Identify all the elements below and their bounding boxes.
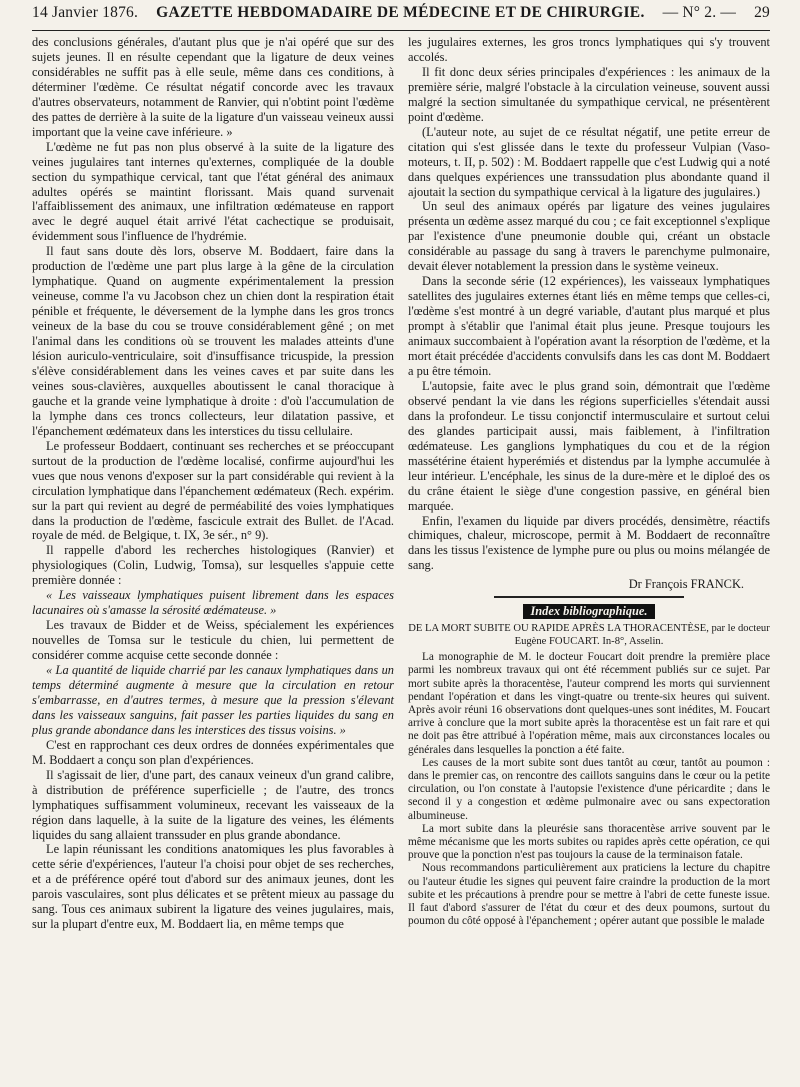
review-paragraph: Nous recommandons particulièrement aux praticiens la lecture du chapitre ou l'auteur étudie les signes qui peuvent faire craindre la production de la mort subite et les précautions à prendre pour se mettre à l'abri de cette funeste issue. Il faut d'abord s'assurer de l'état du cœur et des deux poumons, surtout du poumon du côté opposé à l'épanchement ; opérer autant que possible le malade [408, 862, 770, 928]
paragraph: Il s'agissait de lier, d'une part, des canaux veineux d'un grand calibre, à distribution de préférence superficielle ; de l'autre, des troncs lymphatiques suffisamment volumineux, recevant les vaisseaux de la région dans laquelle, à la suite de la ligature des veines, les éléments liquides du sang allaient transsuder en plus grande abondance. [32, 767, 394, 842]
quotation: « Les vaisseaux lymphatiques puisent librement dans les espaces lacunaires où s'amasse la sérosité œdémateuse. » [32, 588, 394, 618]
paragraph: Le lapin réunissant les conditions anatomiques les plus favorables à cette série d'expériences, l'auteur l'a choisi pour objet de ses recherches, et a de préférence opéré tout d'abord sur des animaux jeunes, dont les parois vasculaires, sont plus délicates et se prêtent mieux au passage du sang. Tous ces animaux subirent la ligature des veines jugulaires, mais, sur la plupart d'entre eux, M. Boddaert lia, en même temps que [32, 842, 394, 932]
paragraph: Il faut sans doute dès lors, observe M. Boddaert, faire dans la production de l'œdème une part plus large à la gêne de la circulation lymphatique. Quand on augmente expérimentalement la pression veineuse, comme l'a vu Jacobson chez un chien dont la respiration était pénible et fréquente, le déversement de la lymphe dans les gros troncs veineux de la base du cou se trouve considérablement gêné ; on met l'animal dans les conditions où se trouvent les malades atteints d'une lésion auriculo-ventriculaire, soit d'insuffisance tricuspide, la pression s'élève considérablement dans les veines caves et par suite dans les veines sous-clavières, auxquelles aboutissent le canal thoracique à gauche et la grande veine lymphatique à droite : d'où l'accumulation de la lymphe dans ces troncs collecteurs, leur dilatation passive, et l'épanchement œdémateux dans les interstices du tissu cellulaire. [32, 244, 394, 438]
paragraph: les jugulaires externes, les gros troncs lymphatiques qui s'y trouvent accolés. [408, 35, 770, 64]
quotation: « La quantité de liquide charrié par les canaux lymphatiques dans un temps déterminé augmente à mesure que la circulation en retour s'embarrasse, en d'autres termes, à mesure que la pression s'élevant dans les vaisseaux sanguins, fait passer les parties liquides du sang en plus grande abondance dans les interstices des tissus voisins. » [32, 663, 394, 737]
journal-title: GAZETTE HEBDOMADAIRE DE MÉDECINE ET DE CHIRURGIE. [156, 4, 645, 21]
paragraph: Le professeur Boddaert, continuant ses recherches et se préoccupant surtout de la production de l'œdème localisé, confirme aujourd'hui les vues que nous venons d'exposer sur la part considérable qui revient à la circulation lymphatique dans l'épanchement œdémateux (Rech. expérim. sur la part qui revient au degré de perméabilité des voies lymphatiques dans la production de l'œdème, fascicule extrait des Bullet. de l'Acad. royale de méd. de Belgique, t. IX, 3e sér., n° 9). [32, 438, 394, 543]
review-paragraph: La monographie de M. le docteur Foucart doit prendre la première place parmi les nombreux travaux qui ont été récemment publiés sur ce sujet. Par mort subite après la thoracentèse, l'auteur comprend les morts qui surviennent pendant l'opération et dans les vingt-quatre ou trente-six heures qui suivent. Après avoir réuni 16 observations dont quelques-unes sont inédites, M. Foucart arrive à conclure que la mort subite après la thoracentèse est un fait rare et qui ne doit pas être attribué à l'opération même, mais aux circonstances locales ou générales dans lesquelles la ponction a été faite. [408, 651, 770, 756]
paragraph: L'autopsie, faite avec le plus grand soin, démontrait que l'œdème observé pendant la vie dans les régions superficielles s'étendait aussi dans la profondeur. Le tissu conjonctif intermusculaire et surtout celui des glandes participait aussi, mais faiblement, à l'infiltration œdémateuse. Les ganglions lymphatiques du cou et de la région massétérine étaient hyperémiés et distendus par la lymphe accumulée à leur intérieur. L'encéphale, les sinus de la dure-mère et le diploé des os du crâne étaient le siège d'une congestion passive, en général bien marquée. [408, 378, 770, 513]
paragraph: (L'auteur note, au sujet de ce résultat négatif, une petite erreur de citation qui s'est glissée dans le texte du professeur Vulpian (Vaso-moteurs, t. II, p. 502) : M. Boddaert rappelle que c'est Ludwig qui a noté dans quelques expériences une transsudation plus abondante quand il ajoutait la section du sympathique cervical à la ligature des jugulaires.) [408, 124, 770, 199]
left-column [32, 35, 394, 932]
entry-heading: DE LA MORT SUBITE OU RAPIDE APRÈS LA THORACENTÈSE, par le docteur Eugène FOUCART. In-8°, Asselin. [408, 623, 770, 648]
paragraph: Un seul des animaux opérés par ligature des veines jugulaires présenta un œdème assez marqué du cou ; ce fait exceptionnel s'explique par l'existence d'une pneumonie double qui, créant un obstacle considérable au passage du sang à travers le parenchyme pulmonaire, devait élever notablement la pression dans le système veineux. [408, 199, 770, 274]
index-title: Index bibliographique. [523, 604, 654, 619]
issue-date: 14 Janvier 1876. [32, 4, 139, 21]
page-number: 29 [754, 4, 770, 21]
review-paragraph: Les causes de la mort subite sont dues tantôt au cœur, tantôt au poumon : dans le premier cas, on rencontre des caillots sanguins dans le cœur ou la petite circulation, ou l'on constate à l'autopsie l'existence d'une péricardite ; dans le second il y a congestion et œdème pulmonaire avec ou sans expectoration albumineuse. [408, 756, 770, 822]
paragraph: Les travaux de Bidder et de Weiss, spécialement les expériences nouvelles de Tomsa sur le testicule du chien, lui permettent de considérer comme acquise cette seconde donnée : [32, 618, 394, 663]
paragraph: des conclusions générales, d'autant plus que je n'ai opéré que sur des sujets jeunes. Il en résulte cependant que la ligature de deux veines considérables ne suffit pas à elle seule, même dans ces conditions, à déterminer l'œdème. Ce résultat négatif concorde avec les travaux d'autres observateurs, notamment de Ranvier, qui n'obtint point l'œdème des pattes de derrière à la suite de la ligature d'un vaisseau veineux aussi important que la veine cave inférieure. » [32, 35, 394, 139]
paragraph: Il rappelle d'abord les recherches histologiques (Ranvier) et physiologiques (Colin, Ludwig, Tomsa), sur lesquelles s'appuie cette première donnée : [32, 543, 394, 588]
right-column [408, 35, 770, 932]
issue-number: — N° 2. — [662, 4, 737, 21]
paragraph: Il fit donc deux séries principales d'expériences : les animaux de la première série, malgré l'obstacle à la circulation veineuse, souvent aussi malgré la section simultanée du sympathique cervical, ne présentèrent point d'œdème. [408, 64, 770, 124]
text-columns [32, 35, 770, 932]
paragraph: Dans la seconde série (12 expériences), les vaisseaux lymphatiques satellites des jugulaires externes étant liés en même temps que celles-ci, l'œdème s'est montré à un degré variable, d'autant plus marqué et plus prompt à s'établir que l'animal était plus jeune. Presque toujours les animaux succombaient à l'opération avant la résorption de l'œdème, et la mort était précédée d'accidents convulsifs dans les cas dont M. Boddaert a pu être témoin. [408, 274, 770, 378]
paragraph: C'est en rapprochant ces deux ordres de données expérimentales que M. Boddaert a conçu son plan d'expériences. [32, 737, 394, 767]
review-paragraph: La mort subite dans la pleurésie sans thoracentèse arrive souvent par le même mécanisme que les morts subites ou rapides après cette opération, ce qui prouve que la ponction n'est pas toujours la cause de la terminaison fatale. [408, 822, 770, 862]
running-head [32, 0, 770, 31]
paragraph: L'œdème ne fut pas non plus observé à la suite de la ligature des veines jugulaires tant internes qu'externes, compliquée de la double section du sympathique cervical, tant que l'état général des animaux adultes opérés se maintint florissant. Mais quand survenait l'affaiblissement des animaux, une infiltration œdémateuse en rapport avec le degré auquel était arrivé l'état cachectique se produisait, évidemment sous l'influence de l'hydrémie. [32, 139, 394, 244]
paragraph: Enfin, l'examen du liquide par divers procédés, densimètre, réactifs chimiques, chaleur, microscope, permit à M. Boddaert de reconnaître dans les tissus l'existence de lymphe pure ou plus ou moins mélangée de sang. [408, 513, 770, 573]
section-divider [494, 596, 684, 598]
author-signature: Dr François FRANCK. [628, 577, 744, 592]
index-heading [408, 604, 770, 619]
